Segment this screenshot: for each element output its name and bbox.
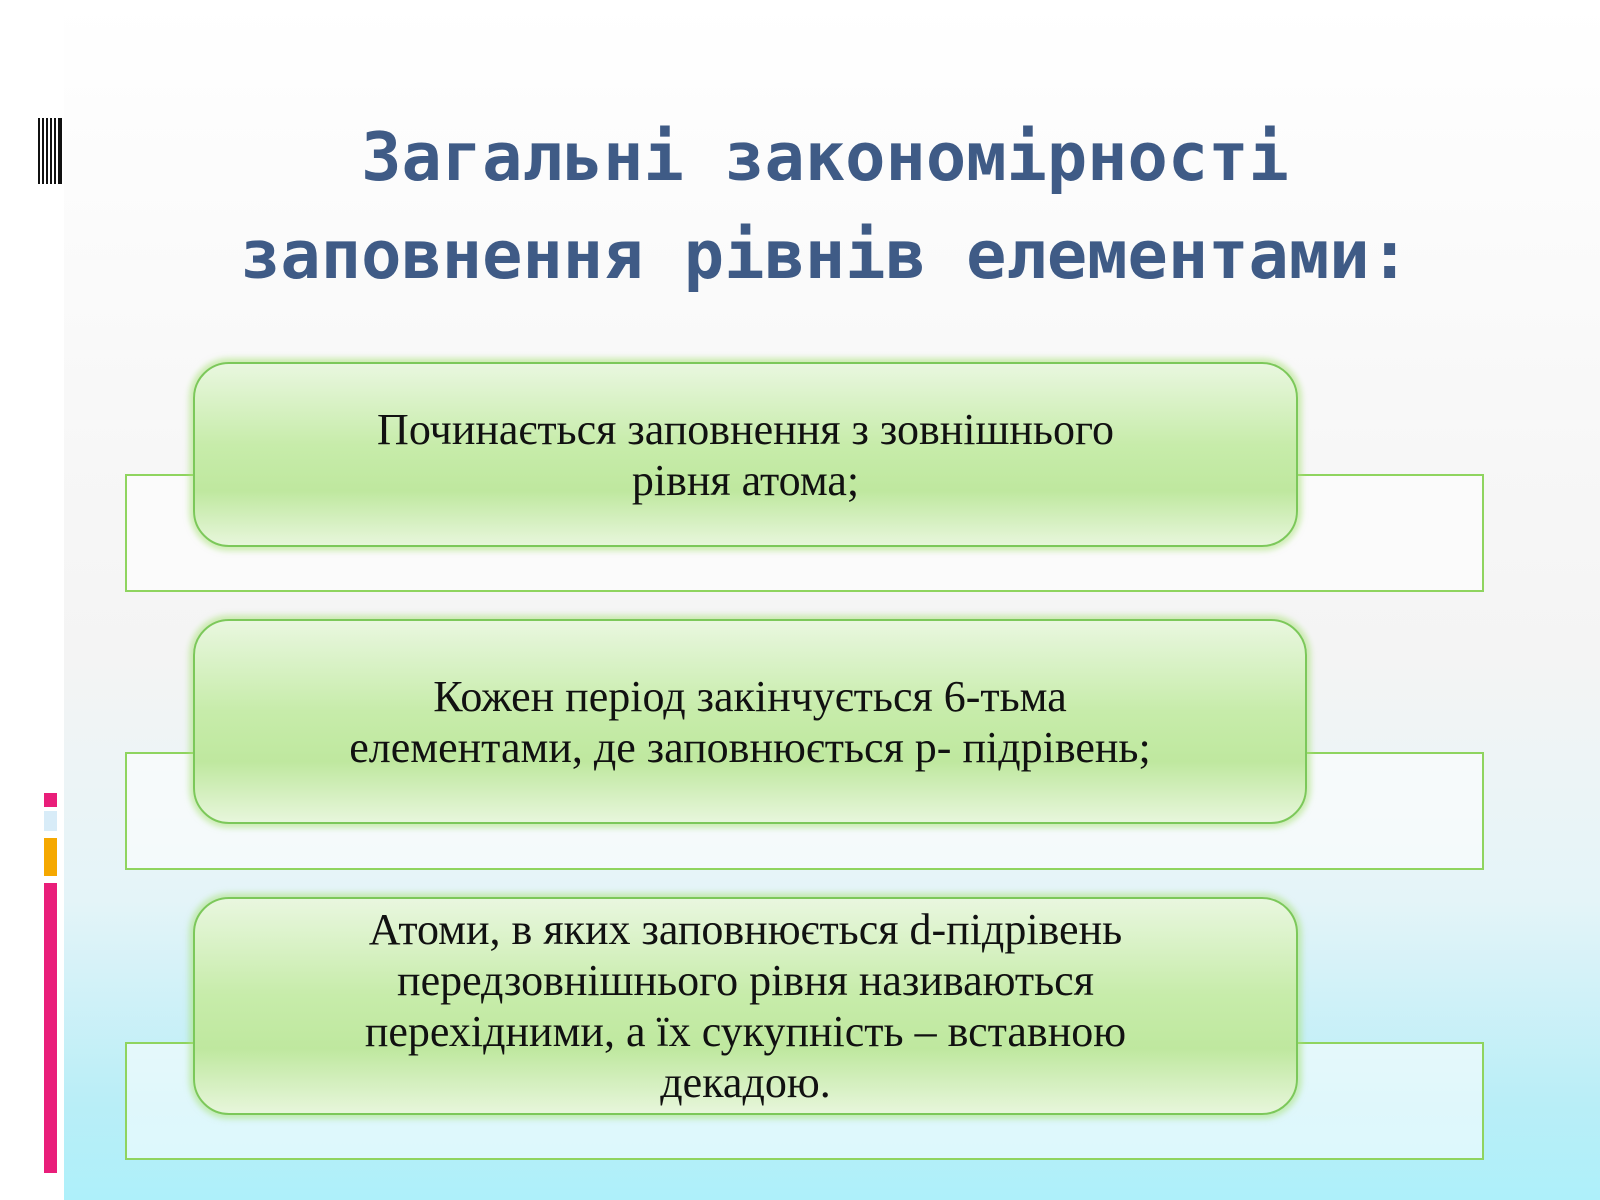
decorative-bars-top — [38, 118, 62, 184]
item-2-line-1: Кожен період закінчується 6-тьма — [433, 671, 1067, 721]
item-3-line-2: передзовнішнього рівня називаються — [397, 956, 1094, 1005]
item-1-line-2: рівня атома; — [631, 455, 860, 505]
item-2-line-2: елементами, де заповнюється р- підрівень; — [349, 722, 1151, 772]
list-item-1 — [193, 362, 1298, 547]
item-3-line-4: декадою. — [660, 1058, 831, 1107]
title-line-1: Загальні закономірності — [361, 118, 1289, 196]
list-item-2 — [193, 619, 1307, 824]
item-1-line-1: Починається заповнення з зовнішнього — [377, 404, 1114, 454]
item-3-line-3: перехідними, а їх сукупність – вставною — [364, 1007, 1127, 1056]
list-item-3 — [193, 897, 1298, 1115]
slide-title — [200, 108, 1450, 304]
item-3-line-1: Атоми, в яких заповнюється d-підрівень — [368, 905, 1123, 954]
title-line-2: заповнення рівнів елементами: — [240, 216, 1410, 294]
